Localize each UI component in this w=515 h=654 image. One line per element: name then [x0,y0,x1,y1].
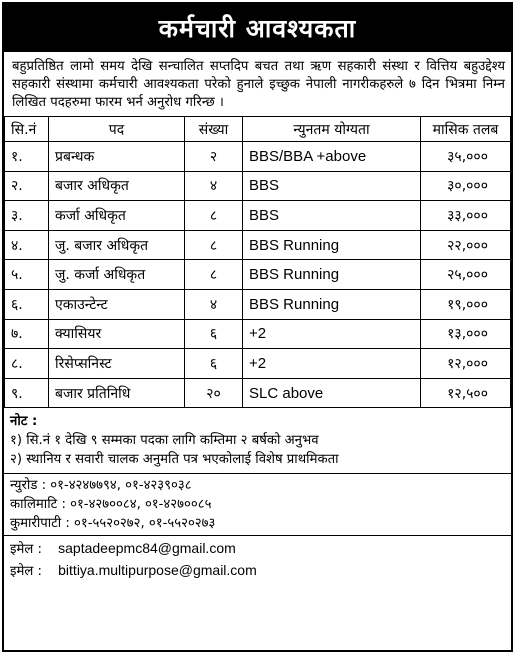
table-row [5,230,511,260]
row-serial: ४. [5,230,49,260]
email-address[interactable]: saptadeepmc84@gmail.com [58,540,236,557]
header-serial: सि.नं [5,117,49,142]
email-section [4,535,511,584]
email-address[interactable]: bittiya.multipurpose@gmail.com [58,562,257,579]
contact-section [4,473,511,535]
row-post: बजार प्रतिनिधि [49,378,185,408]
email-label: इमेल : [10,564,42,580]
vacancy-table [4,116,511,408]
row-qualification: BBS [243,171,421,201]
header-post: पद [49,117,185,142]
row-count: ६ [185,349,243,379]
row-count: ६ [185,319,243,349]
row-post: बजार अधिकृत [49,171,185,201]
row-count: २ [185,142,243,172]
note-item: २) स्थानिय र सवारी चालक अनुमति पत्र भएकोलाई विशेष प्राथमिकता [10,452,339,468]
row-count: ४ [185,171,243,201]
note-item: १) सि.नं १ देखि ९ सम्मका पदका लागि कम्तिमा २ बर्षको अनुभव [10,433,319,449]
contact-kumaripati: कुमारीपाटी : ०१-५५२०२७२, ०१-५५२०२७३ [10,516,216,532]
table-row [5,319,511,349]
email-row [10,538,505,560]
row-qualification: BBS Running [243,289,421,319]
header-salary: मासिक तलब [421,117,511,142]
row-salary: २५,००० [421,260,511,290]
row-count: ८ [185,230,243,260]
row-salary: १२,००० [421,349,511,379]
ad-title: कर्मचारी आवश्यकता [4,4,511,52]
table-row [5,142,511,172]
row-post: एकाउन्टेन्ट [49,289,185,319]
row-salary: १३,००० [421,319,511,349]
row-post: क्यासियर [49,319,185,349]
header-count: संख्या [185,117,243,142]
table-row [5,201,511,231]
row-count: ८ [185,260,243,290]
row-serial: १. [5,142,49,172]
header-qualification: न्युनतम योग्यता [243,117,421,142]
row-count: २० [185,378,243,408]
email-row [10,560,505,582]
table-row [5,349,511,379]
row-qualification: BBS Running [243,260,421,290]
row-post: जु. बजार अधिकृत [49,230,185,260]
contact-kalimati: कालिमाटि : ०१-४२७००८४, ०१-४२७००८५ [10,497,212,513]
email-label: इमेल : [10,542,42,558]
row-salary: ३५,००० [421,142,511,172]
row-qualification: BBS/BBA +above [243,142,421,172]
row-serial: २. [5,171,49,201]
row-serial: ६. [5,289,49,319]
row-salary: ३३,००० [421,201,511,231]
row-post: प्रबन्धक [49,142,185,172]
row-serial: ७. [5,319,49,349]
intro-paragraph: बहुप्रतिष्ठित लामो समय देखि सन्चालित सप्तदिप बचत तथा ऋण सहकारी संस्था र वित्तिय बहुउद्देश्य सहकारी संस्थामा कर्मचारी आवश्यकता परेको हुनाले इच्छुक नेपाली नागरीकहरुले ७ दिन भित्रमा निम्न लिखित पदहरुमा फारम भर्न अनुरोध गरिन्छ । [12,59,505,110]
row-qualification: +2 [243,349,421,379]
row-post: रिसेप्सनिस्ट [49,349,185,379]
table-row [5,378,511,408]
row-serial: ३. [5,201,49,231]
row-serial: ८. [5,349,49,379]
job-advertisement [2,2,513,652]
row-salary: २२,००० [421,230,511,260]
row-count: ८ [185,201,243,231]
row-salary: १२,५०० [421,378,511,408]
row-post: जु. कर्जा अधिकृत [49,260,185,290]
row-salary: १९,००० [421,289,511,319]
contact-newroad: न्युरोड : ०१-४२४७७९४, ०१-४२३९०३८ [10,478,192,494]
notes-section [4,408,511,473]
table-row [5,260,511,290]
row-serial: ५. [5,260,49,290]
table-row [5,289,511,319]
notes-title: नोट : [10,414,38,430]
row-qualification: +2 [243,319,421,349]
row-qualification: BBS Running [243,230,421,260]
row-post: कर्जा अधिकृत [49,201,185,231]
row-qualification: SLC above [243,378,421,408]
row-serial: ९. [5,378,49,408]
row-qualification: BBS [243,201,421,231]
table-header-row [5,117,511,142]
row-count: ४ [185,289,243,319]
row-salary: ३०,००० [421,171,511,201]
table-row [5,171,511,201]
